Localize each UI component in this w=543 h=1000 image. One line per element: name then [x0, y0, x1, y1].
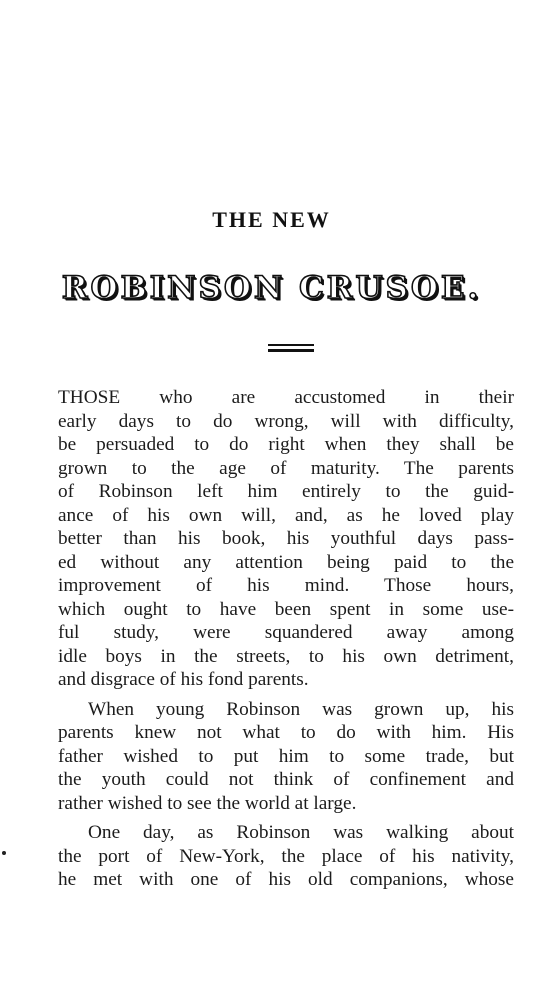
text-line: the youth could not think of confinement and [58, 769, 514, 790]
text-line: ed without any attention being paid to the [58, 551, 514, 573]
text-line: parents knew not what to do with him. His [58, 722, 514, 743]
text-line: and disgrace of his fond parents. [58, 669, 309, 690]
text-line: rather wished to see the world at large. [58, 792, 357, 814]
ink-speck [2, 851, 6, 855]
text-line: father wished to put him to some trade, but [58, 745, 514, 767]
subtitle: THE NEW [212, 207, 331, 232]
text-line: When young Robinson was grown up, his [88, 698, 514, 720]
text-line: of Robinson left him entirely to the guid- [58, 481, 514, 502]
text-line: be persuaded to do right when they shall be [58, 434, 514, 455]
text-line: early days to do wrong, will with difficulty, [58, 410, 514, 432]
body-text [58, 386, 514, 892]
ornamental-rule-bottom [268, 349, 314, 352]
text-line: THOSE who are accustomed in their [58, 387, 514, 408]
text-line: ful study, were squandered away among [58, 622, 514, 643]
text-line: better than his book, his youthful days pass- [58, 528, 514, 549]
text-line: he met with one of his old companions, whose [58, 869, 514, 890]
text-line: improvement of his mind. Those hours, [58, 575, 514, 596]
text-line: grown to the age of maturity. The parents [58, 457, 514, 479]
text-line: One day, as Robinson was walking about [88, 822, 514, 843]
text-line: ance of his own will, and, as he loved play [58, 504, 514, 526]
text-line: idle boys in the streets, to his own detriment, [58, 645, 514, 667]
ornamental-rule-top [268, 344, 314, 346]
text-line: the port of New-York, the place of his nativity, [58, 845, 514, 867]
text-line: which ought to have been spent in some use- [58, 598, 514, 620]
title: ROBINSON CRUSOE. [61, 270, 482, 306]
